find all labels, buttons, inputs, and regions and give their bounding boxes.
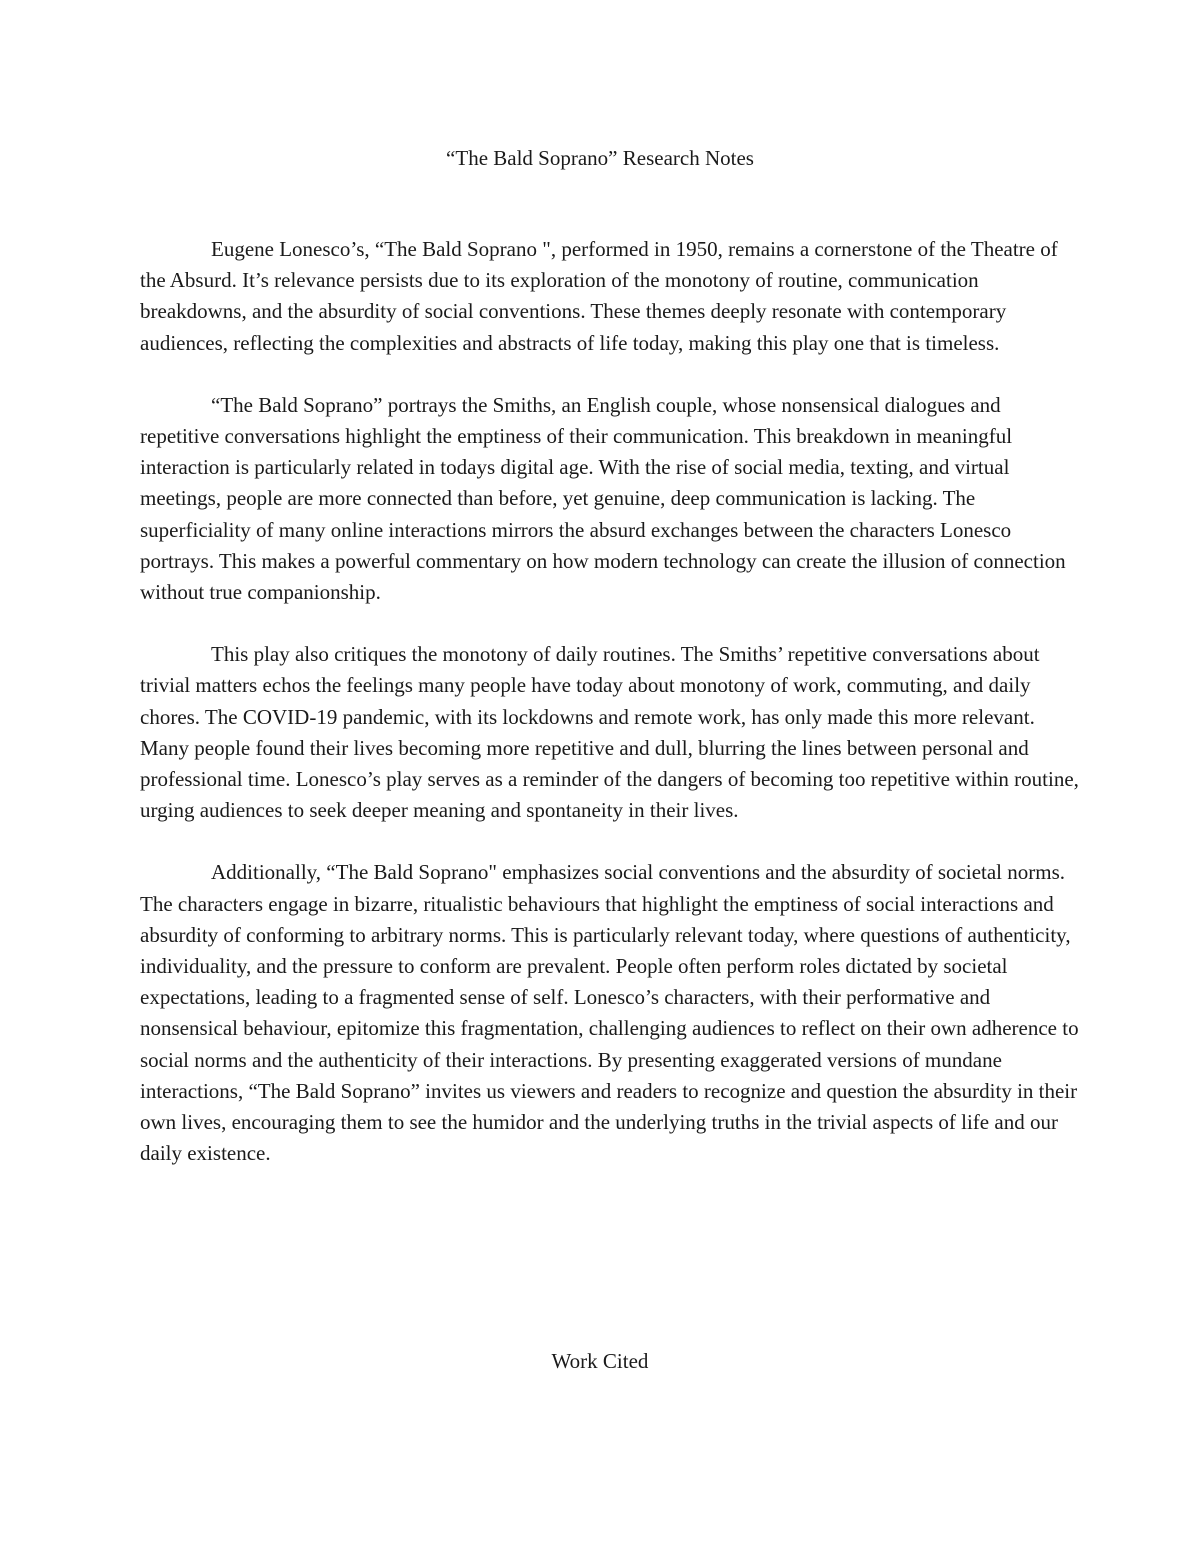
paragraph-2: “The Bald Soprano” portrays the Smiths, an English couple, whose nonsensical dialogues and repetitive conversations highlight the emptiness of their communication. This breakdown in meaningful interaction is particularly related in todays digital age. With the rise of social media, texting, and virtual meetings, people are more connected than before, yet genuine, deep communication is lacking. The superficiality of many online interactions mirrors the absurd exchanges between the characters Lonesco portrays. This makes a powerful commentary on how modern technology can create the illusion of connection without true companionship.: [140, 392, 1066, 605]
paragraph-4: Additionally, “The Bald Soprano" emphasizes social conventions and the absurdity of societal norms. The characters engage in bizarre, ritualistic behaviours that highlight the emptiness of social interactions and absurdity of conforming to arbitrary norms. This is particularly relevant today, where questions of authenticity, individuality, and the pressure to conform are prevalent. People often perform roles dictated by societal expectations, leading to a fragmented sense of self. Lonesco’s characters, with their performative and nonsensical behaviour, epitomize this fragmentation, challenging audiences to reflect on their own adherence to social norms and the authenticity of their interactions. By presenting exaggerated versions of mundane interactions, “The Bald Soprano” invites us viewers and readers to recognize and question the absurdity in their own lives, encouraging them to see the humidor and the underlying truths in the trivial aspects of life and our daily existence.: [140, 860, 1079, 1166]
paragraph-3: This play also critiques the monotony of daily routines. The Smiths’ repetitive conversations about trivial matters echos the feelings many people have today about monotony of work, commuting, and daily chores. The COVID-19 pandemic, with its lockdowns and remote work, has only made this more relevant. Many people found their lives becoming more repetitive and dull, blurring the lines between personal and professional time. Lonesco’s play serves as a reminder of the dangers of becoming too repetitive within routine, urging audiences to seek deeper meaning and spontaneity in their lives.: [140, 642, 1079, 823]
document-body: [140, 234, 1080, 1200]
document-title: “The Bald Soprano” Research Notes: [446, 146, 754, 170]
works-cited-heading: Work Cited: [551, 1349, 649, 1373]
paragraph-1: Eugene Lonesco’s, “The Bald Soprano ", performed in 1950, remains a cornerstone of the Theatre of the Absurd. It’s relevance persists due to its exploration of the monotony of routine, communication breakdowns, and the absurdity of social conventions. These themes deeply resonate with contemporary audiences, reflecting the complexities and abstracts of life today, making this play one that is timeless.: [140, 237, 1058, 355]
